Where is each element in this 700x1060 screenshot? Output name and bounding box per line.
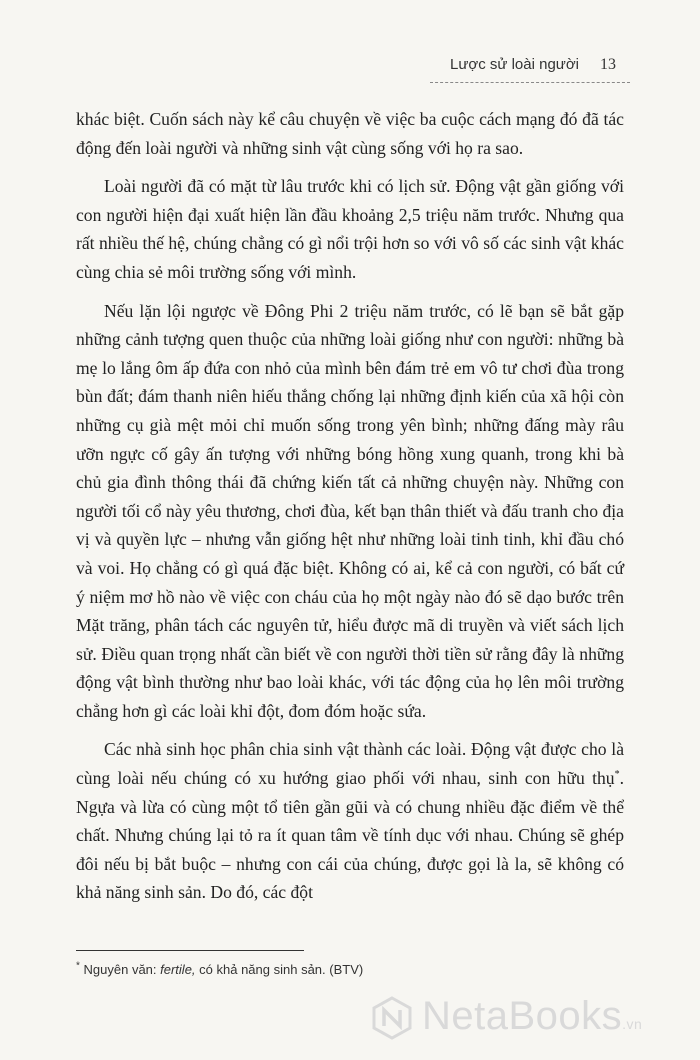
- paragraph-text: . Ngựa và lừa có cùng một tổ tiên gần gũi và có chung nhiều đặc điểm về thể chất. Nhưng chúng lại tỏ ra ít quan tâm về tính dục với nhau. Chúng sẽ ghép đôi nếu bị bắt buộc – nhưng con cái của chúng, được gọi là la, sẽ không có khả năng sinh sản. Do đó, các đột: [76, 768, 624, 903]
- watermark-text: [422, 994, 642, 1039]
- footnote-term: fertile,: [160, 962, 196, 977]
- footnote-prefix: Nguyên văn:: [83, 962, 161, 977]
- header-title: Lược sử loài người: [450, 56, 580, 73]
- footnote: [76, 962, 596, 977]
- footnote-text: có khả năng sinh sản. (BTV): [195, 962, 364, 977]
- watermark: [370, 990, 690, 1050]
- running-header: [430, 54, 630, 84]
- paragraph: Nếu lặn lội ngược về Đông Phi 2 triệu năm trước, có lẽ bạn sẽ bắt gặp những cảnh tượng quen thuộc của những loài giống như con người: những bà mẹ lo lắng ôm ấp đứa con nhỏ của mình bên đám trẻ em vô tư chơi đùa trong bùn đất; đám thanh niên hiếu thắng chống lại những định kiến của xã hội còn những cụ già mệt mỏi chỉ muốn sống trong yên bình; những đấng mày râu ưỡn ngực cố gây ấn tượng với những bóng hồng xung quanh, trong khi bà chủ gia đình thông thái đã chứng kiến tất cả những chuyện này. Những con người tối cổ này yêu thương, chơi đùa, kết bạn thân thiết và đấu tranh cho địa vị và quyền lực – nhưng vẫn giống hệt như những loài tinh tinh, khỉ đầu chó và voi. Họ chẳng có gì quá đặc biệt. Không có ai, kể cả con người, có bất cứ ý niệm mơ hồ nào về việc con cháu của họ một ngày nào đó sẽ dạo bước trên Mặt trăng, phân tách các nguyên tử, hiểu được mã di truyền và viết sách lịch sử. Điều quan trọng nhất cần biết về con người thời tiền sử rằng đây là những động vật bình thường như bao loài khác, với tác động của họ lên môi trường chẳng hơn gì các loài khỉ đột, đom đóm hoặc sứa.: [76, 300, 624, 721]
- paragraph: Loài người đã có mặt từ lâu trước khi có lịch sử. Động vật gần giống với con người hiện đại xuất hiện lần đầu khoảng 2,5 triệu năm trước. Nhưng qua rất nhiều thế hệ, chúng chẳng có gì nổi trội hơn so với vô số các sinh vật khác cùng chia sẻ môi trường sống với mình.: [76, 176, 624, 282]
- body-text: [76, 105, 624, 917]
- watermark-suffix: .vn: [622, 1016, 643, 1032]
- paragraph: khác biệt. Cuốn sách này kể câu chuyện về việc ba cuộc cách mạng đó đã tác động đến loài người và những sinh vật cùng sống với họ ra sao.: [76, 109, 624, 158]
- footnote-divider: [76, 950, 304, 951]
- header-divider: [430, 82, 630, 83]
- footnote-mark: *: [76, 960, 80, 972]
- paragraph: [76, 735, 624, 907]
- paragraph-text: Các nhà sinh học phân chia sinh vật thành các loài. Động vật được cho là cùng loài nếu chúng có xu hướng giao phối với nhau, sinh con hữu thụ: [76, 739, 624, 789]
- footnote-reference[interactable]: *: [614, 769, 620, 781]
- netabooks-logo-icon: [370, 996, 414, 1040]
- page-number: 13: [600, 56, 616, 73]
- watermark-brand: NetaBooks: [422, 994, 623, 1038]
